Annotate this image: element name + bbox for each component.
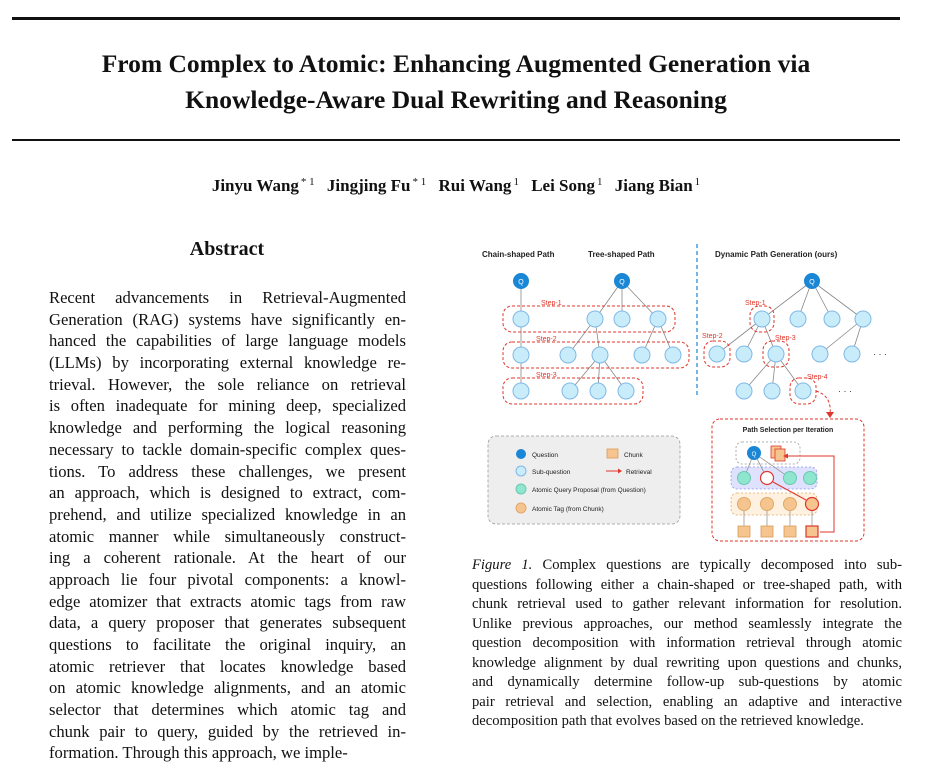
legend-retrieval: Retrieval [626, 469, 652, 476]
title-line-1: From Complex to Atomic: Enhancing Augmented Generation via [101, 49, 811, 78]
abstract-heading: Abstract [189, 238, 265, 260]
abstract-line: hanced the capabilities of large language models [49, 331, 406, 351]
caption-line [472, 556, 902, 576]
step3-label-left: Step-3 [536, 372, 557, 379]
legend-tag: Atomic Tag (from Chunk) [532, 506, 604, 513]
abstract-line: atomic manner while simultaneously construct- [49, 526, 406, 546]
step1-label-left: Step-1 [541, 300, 562, 307]
left-subquestion-nodes [513, 311, 681, 399]
q-node-label: Q [809, 279, 815, 286]
q-node-label: Q [751, 452, 757, 458]
abstract-line: on atomic knowledge alignments, and an atomic [49, 678, 406, 698]
caption-line: decomposition path that evolves based on the retrieved knowledge. [472, 713, 864, 729]
step1-label-right: Step-1 [745, 300, 766, 307]
author: Lei Song $^1$ [531, 176, 603, 195]
abstract-line: (LLMs) by incorporating external knowledge re- [49, 353, 406, 373]
chain-path-label: Chain-shaped Path [482, 250, 555, 259]
selection-chunk-stack [775, 449, 785, 461]
step2-label-right: Step-2 [702, 333, 723, 340]
abstract-line: questions to facilitate the original inquiry, an [49, 635, 406, 654]
legend-tag-swatch [516, 503, 526, 513]
author: Jingjing Fu $^{* 1}$ [326, 176, 427, 195]
caption-line: question decomposition with information retrieval through atomic [472, 635, 902, 651]
caption-line: knowledge alignment by dual rewriting upon questions and chunks, [472, 654, 902, 671]
abstract-line: knowledge and performing the logical reasoning [49, 418, 406, 438]
left-question-nodes [513, 273, 630, 289]
figure-label: Figure 1. [472, 557, 533, 573]
abstract-body [49, 287, 406, 764]
ellipsis-right: · · · [873, 349, 887, 359]
abstract-line: atomic retriever that locates knowledge based [49, 656, 406, 676]
legend-proposal-swatch [516, 484, 526, 494]
author: Rui Wang $^1$ [438, 176, 519, 195]
abstract-line: tions. To address these challenges, we present [49, 461, 406, 481]
figure-caption [472, 556, 902, 732]
abstract-line: approach lie four pivotal components: a knowl- [49, 569, 406, 589]
legend-chunk-swatch [607, 449, 618, 458]
abstract-line: prehend, and utilize specialized knowledge in an [49, 504, 406, 524]
caption-line: pair retrieval and selection, enabling an adaptive and interactive [472, 693, 902, 710]
selection-title: Path Selection per Iteration [742, 427, 834, 434]
title-line-2: Knowledge-Aware Dual Rewriting and Reasoning [185, 85, 727, 114]
abstract-line: trieval. However, the sole reliance on retrieval [49, 374, 406, 394]
abstract-line: necessary to tackle domain-specific complex ques- [49, 439, 406, 459]
author: Jinyu Wang $^{* 1}$ [211, 176, 315, 195]
step4-arrow [816, 391, 830, 414]
abstract-line: formation. Through this approach, we imple- [49, 743, 348, 763]
figure-diagram [470, 236, 910, 546]
abstract-line: an approach, which is designed to extract, com- [49, 483, 406, 503]
selection-top-group [736, 442, 800, 464]
ellipsis-bottom: · · · [838, 386, 852, 396]
author-list [0, 176, 912, 196]
legend-chunk: Chunk [624, 452, 643, 459]
caption-line: Unlike previous approaches, our method seamlessly integrate the [472, 615, 902, 632]
step4-arrowhead [826, 412, 834, 418]
legend-subquestion: Sub-question [532, 469, 571, 476]
figure-1 [470, 236, 910, 546]
step2-label-left: Step-2 [536, 336, 557, 343]
abstract-line: Recent advancements in Retrieval-Augmented [49, 288, 406, 307]
abstract-line: ing a coherent rationale. At the heart of our [49, 548, 406, 568]
dynamic-path-label: Dynamic Path Generation (ours) [715, 250, 838, 259]
abstract-line: is often inadequate for mining deep, specialized [49, 396, 406, 416]
title-bottom-rule [12, 139, 900, 141]
caption-line: and dynamically determine follow-up sub-questions by atomic [472, 674, 902, 690]
abstract-line: data, a query proposer that generates subsequent [49, 613, 406, 633]
abstract-line: Generation (RAG) systems have significantly en- [49, 309, 406, 329]
selection-chunks [738, 526, 818, 537]
top-rule [12, 17, 900, 20]
legend-subquestion-swatch [516, 466, 526, 476]
caption-first-text: Complex questions are typically decomposed into sub- [532, 557, 902, 573]
caption-line: chunk retrieval used to gather relevant information for resolution. [472, 596, 902, 612]
paper-title [0, 46, 912, 118]
abstract-line: selector that determines which atomic tag and [49, 700, 406, 720]
abstract-line: edge atomizer that extracts atomic tags from raw [49, 591, 406, 611]
legend-question-swatch [516, 449, 526, 459]
caption-line: questions following either a chain-shaped or tree-shaped path, with [472, 576, 902, 593]
tree-path-label: Tree-shaped Path [588, 250, 655, 259]
step3-label-right: Step-3 [775, 335, 796, 342]
legend-question: Question [532, 452, 559, 459]
step4-label-right: Step-4 [807, 374, 828, 381]
legend-proposal: Atomic Query Proposal (from Question) [532, 487, 646, 494]
author: Jiang Bian $^1$ [614, 176, 701, 195]
q-node-label: Q [619, 279, 625, 286]
abstract-line: chunk pair to query, guided by the retrieved in- [49, 721, 406, 741]
q-node-label: Q [518, 279, 524, 286]
